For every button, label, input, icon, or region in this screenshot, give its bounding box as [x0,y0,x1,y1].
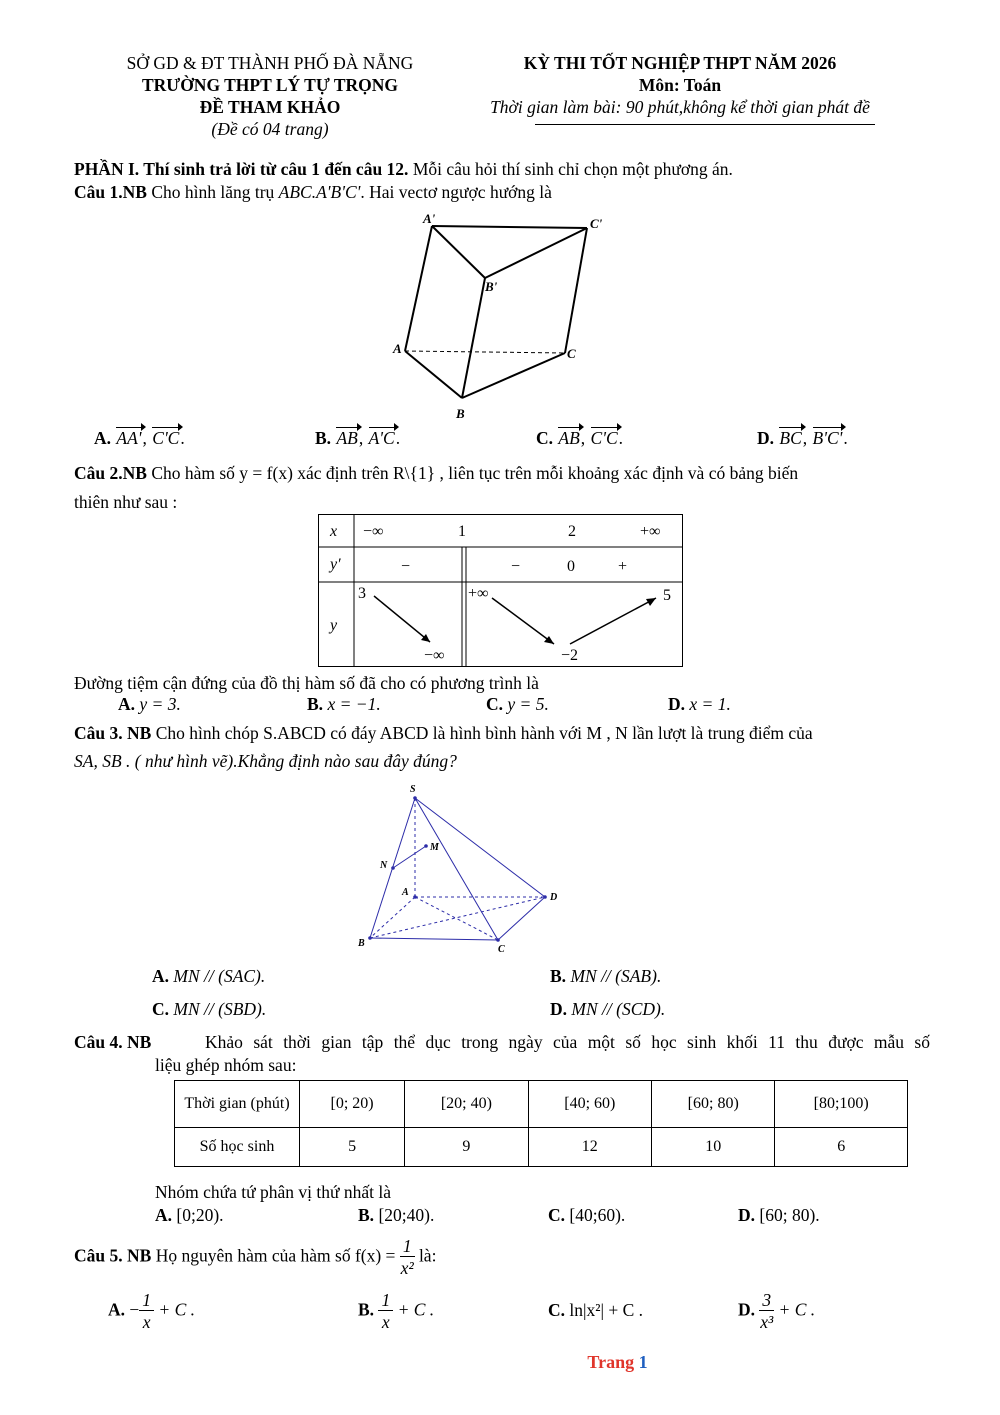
page-count-note: (Đề có 04 trang) [211,119,329,139]
fraction: $\frac{1}{x}$ [139,1290,154,1333]
question-4: Khảo sát thời gian tập thể dục trong ngày của một số học sinh khối 11 thu được mẫu số [205,1032,930,1052]
table-cell: 10 [652,1128,775,1167]
question-2-prompt: Đường tiệm cận đứng của đồ thị hàm số đã cho có phương trình là [74,673,539,693]
department-name: SỞ GD & ĐT THÀNH PHỐ ĐÀ NẴNG [126,53,414,73]
q5-option-c[interactable]: C. ln|x²| + C . [548,1300,644,1320]
question-4-prompt: Nhóm chứa tứ phân vị thứ nhất là [155,1182,391,1202]
exam-type: ĐỀ THAM KHẢO [199,97,341,117]
question-3-cont: SA, SB . ( như hình vẽ).Khẳng định nào sau đây đúng? [74,751,457,771]
fraction: $\frac{1}{x}$ [378,1290,393,1333]
fraction: $\frac{1}{\text{x²}}$ [400,1236,414,1278]
question-label: Câu 3. NB [74,723,152,743]
y-label: y [330,617,338,634]
table-header: Số học sinh [175,1128,300,1167]
question-label: Câu 2.NB [74,463,147,483]
q3-option-d[interactable]: D. MN // (SCD). [550,999,666,1019]
question-1: Câu 1.NB Cho hình lăng trụ ABC.A'B'C'. Hai vectơ ngược hướng là [74,182,552,202]
label-a: A [402,887,409,898]
table-cell: 6 [775,1128,908,1167]
fraction: $\frac{3}{\text{x³}}$ [760,1290,774,1332]
question-label: Câu 4. NB [74,1032,152,1052]
q1-option-c[interactable]: C. AB, C'C. [536,428,623,448]
q3-option-a[interactable]: A. MN // (SAC). [152,966,266,986]
page-number: 1 [638,1352,648,1372]
label-c: C [567,346,576,361]
label-b: B [456,406,465,421]
q1-option-b[interactable]: B. AB, A'C. [315,428,401,448]
table-cell: [0; 20) [300,1081,405,1128]
label-a: A [393,341,402,356]
x-value: 2 [568,523,576,540]
prism-figure [385,208,625,428]
table-cell: 5 [300,1128,405,1167]
question-5: Câu 5. NB Họ nguyên hàm của hàm số f(x) = $\frac{1}{\text{x²}}$ là: [74,1236,437,1278]
header-right [460,52,900,118]
y-value: 3 [358,585,366,602]
yprime-sign: − [401,558,411,575]
question-2-cont: thiên như sau : [74,492,178,512]
part-instruction: PHẦN I. Thí sinh trả lời từ câu 1 đến câu 12. Mỗi câu hỏi thí sinh chỉ chọn một phương án. [74,159,733,179]
q5-option-a[interactable]: A. − $\frac{1}{x}$ + C . [108,1290,195,1332]
q3-option-c[interactable]: C. MN // (SBD). [152,999,267,1019]
question-label: Câu 1.NB [74,182,147,202]
y-value: 5 [663,587,671,604]
frequency-table [174,1080,908,1167]
table-header: Thời gian (phút) [175,1081,300,1128]
label-m: M [430,842,439,853]
header-underline [535,124,875,125]
exam-title: KỲ THI TỐT NGHIỆP THPT NĂM 2026 [523,53,837,73]
school-name: TRƯỜNG THPT LÝ TỰ TRỌNG [141,75,399,95]
q4-option-b[interactable]: B. [20;40). [358,1205,435,1225]
subject: Môn: Toán [638,75,722,95]
table-cell: [20; 40) [405,1081,528,1128]
page-word: Trang [587,1352,635,1372]
table-cell: 9 [405,1128,528,1167]
x-value: 1 [458,523,466,540]
q2-option-c[interactable]: C. y = 5. [486,694,549,714]
header-left [70,52,470,140]
label-a-prime: A' [423,211,436,226]
yprime-sign: 0 [567,558,575,575]
label-b-prime: B' [485,279,498,294]
q2-option-d[interactable]: D. x = 1. [668,694,731,714]
y-value: −2 [561,647,579,664]
variation-table [318,514,684,668]
q1-option-a[interactable]: A. AA', C'C. [94,428,185,448]
pyramid-figure [350,780,570,960]
x-value: −∞ [363,523,384,540]
q2-option-b[interactable]: B. x = −1. [307,694,381,714]
question-2: Câu 2.NB Cho hàm số y = f(x) xác định trên R\{1} , liên tục trên mỗi khoảng xác định và có bảng biến [74,463,799,483]
x-label: x [330,523,338,540]
table-cell: 12 [528,1128,651,1167]
table-cell: [80;100) [775,1081,908,1128]
label-s: S [410,784,416,795]
q3-option-b[interactable]: B. MN // (SAB). [550,966,662,986]
question-4-cont: liệu ghép nhóm sau: [155,1055,297,1075]
label-c: C [498,944,505,955]
q4-option-d[interactable]: D. [60; 80). [738,1205,820,1225]
table-cell: [60; 80) [652,1081,775,1128]
yprime-label: y′ [330,556,341,573]
q2-option-a[interactable]: A. y = 3. [118,694,181,714]
yprime-sign: + [618,558,628,575]
question-3: Câu 3. NB Cho hình chóp S.ABCD có đáy ABCD là hình bình hành với M , N lần lượt là trung điểm của [74,723,813,743]
y-value: −∞ [424,647,445,664]
yprime-sign: − [511,558,521,575]
q5-option-b[interactable]: B. $\frac{1}{x}$ + C . [358,1290,435,1332]
label-b: B [358,938,365,949]
label-d: D [550,892,558,903]
q4-option-c[interactable]: C. [40;60). [548,1205,626,1225]
label-c-prime: C' [590,216,603,231]
time-allowed: Thời gian làm bài: 90 phút,không kể thời gian phát đề [490,97,870,117]
q1-option-d[interactable]: D. BC, B'C'. [757,428,848,448]
question-label: Câu 5. NB [74,1245,152,1266]
q5-option-d[interactable]: D. $\frac{3}{\text{x³}}$ + C . [738,1290,816,1332]
table-cell: [40; 60) [528,1081,651,1128]
q4-option-a[interactable]: A. [0;20). [155,1205,224,1225]
y-value: +∞ [468,585,489,602]
label-n: N [380,860,388,871]
x-value: +∞ [640,523,661,540]
page-footer [0,1352,1000,1373]
